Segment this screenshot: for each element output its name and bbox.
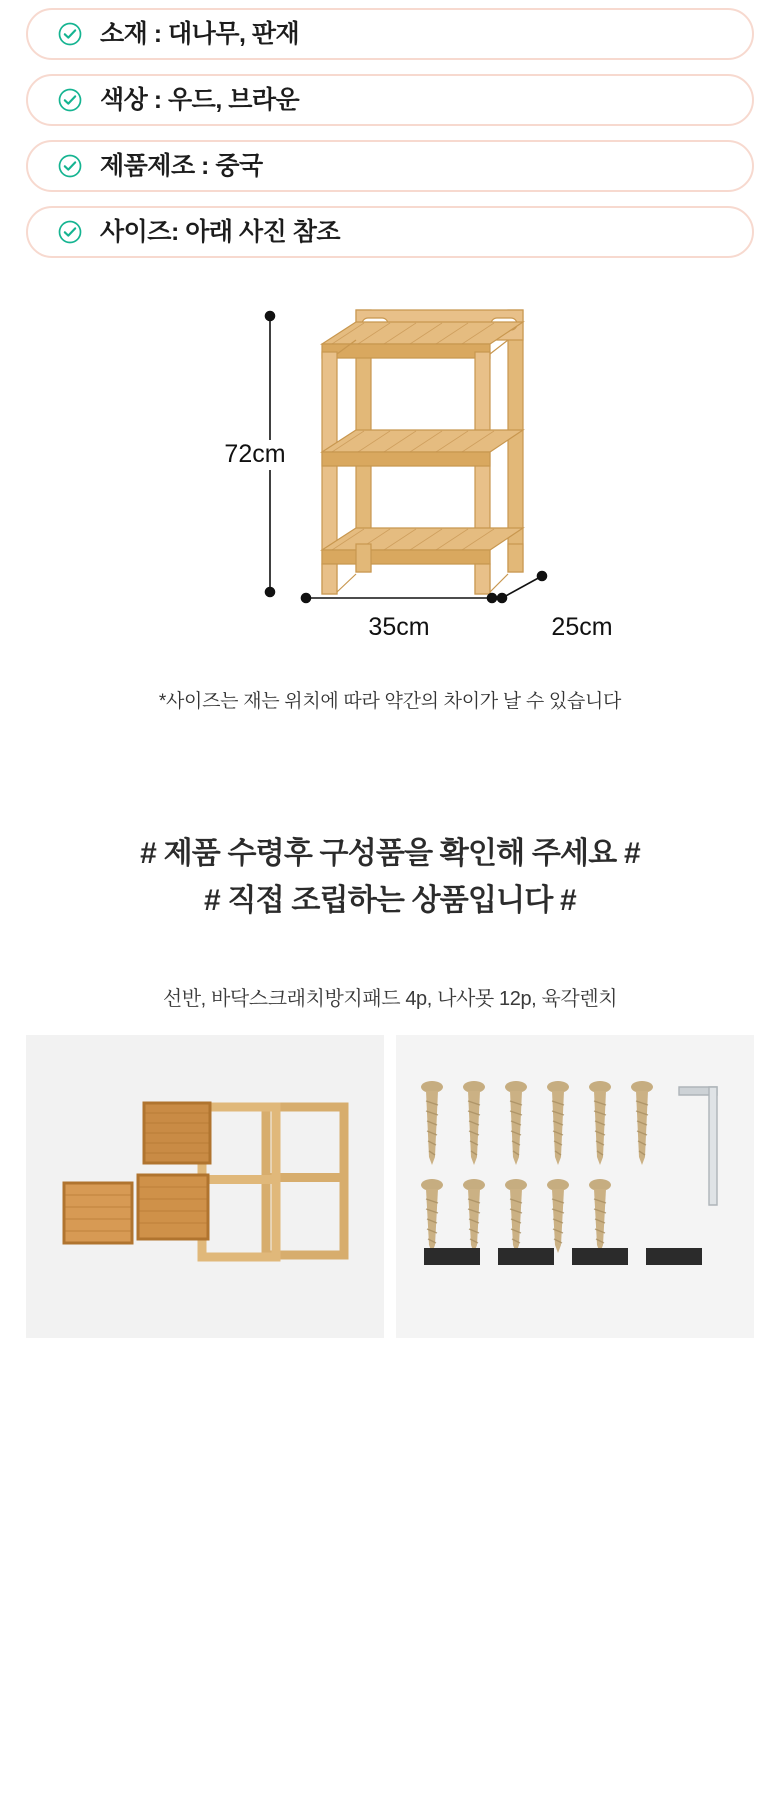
size-note: *사이즈는 재는 위치에 따라 약간의 차이가 날 수 있습니다 — [158, 691, 622, 712]
shelf-parts-photo — [26, 1035, 384, 1338]
check-circle-icon — [58, 220, 82, 244]
shelf-parts-illustration — [26, 1035, 384, 1338]
spec-label: 소재 : 대나무, 판재 — [100, 19, 300, 48]
spec-item-color — [26, 74, 754, 126]
check-circle-icon — [58, 22, 82, 46]
spec-label: 제품제조 : 중국 — [100, 151, 263, 180]
check-circle-icon — [58, 154, 82, 178]
depth-dimension — [498, 572, 547, 603]
shelf-diagram — [110, 292, 670, 652]
depth-label: 25cm — [551, 613, 613, 641]
parts-photo-row — [26, 1035, 754, 1338]
headline-line-1: # 제품 수령후 구성품을 확인해 주세요 # — [140, 837, 640, 870]
height-label: 72cm — [224, 440, 286, 468]
spec-label: 색상 : 우드, 브라운 — [100, 85, 300, 114]
spec-list — [0, 0, 780, 258]
dimension-figure — [0, 292, 780, 682]
spec-label: 사이즈: 아래 사진 참조 — [100, 217, 341, 246]
shelf-illustration — [322, 310, 523, 594]
check-circle-icon — [58, 88, 82, 112]
hardware-parts-photo — [396, 1035, 754, 1338]
spec-item-material — [26, 8, 754, 60]
parts-list-text: 선반, 바닥스크래치방지패드 4p, 나사못 12p, 육각렌치 — [162, 988, 618, 1010]
width-dimension — [302, 594, 497, 603]
hardware-illustration — [396, 1035, 754, 1338]
headline-line-2: # 직접 조립하는 상품입니다 # — [204, 883, 576, 917]
assembly-headline — [0, 831, 780, 924]
spec-item-manufacture — [26, 140, 754, 192]
spec-item-size — [26, 206, 754, 258]
width-label: 35cm — [368, 613, 430, 641]
